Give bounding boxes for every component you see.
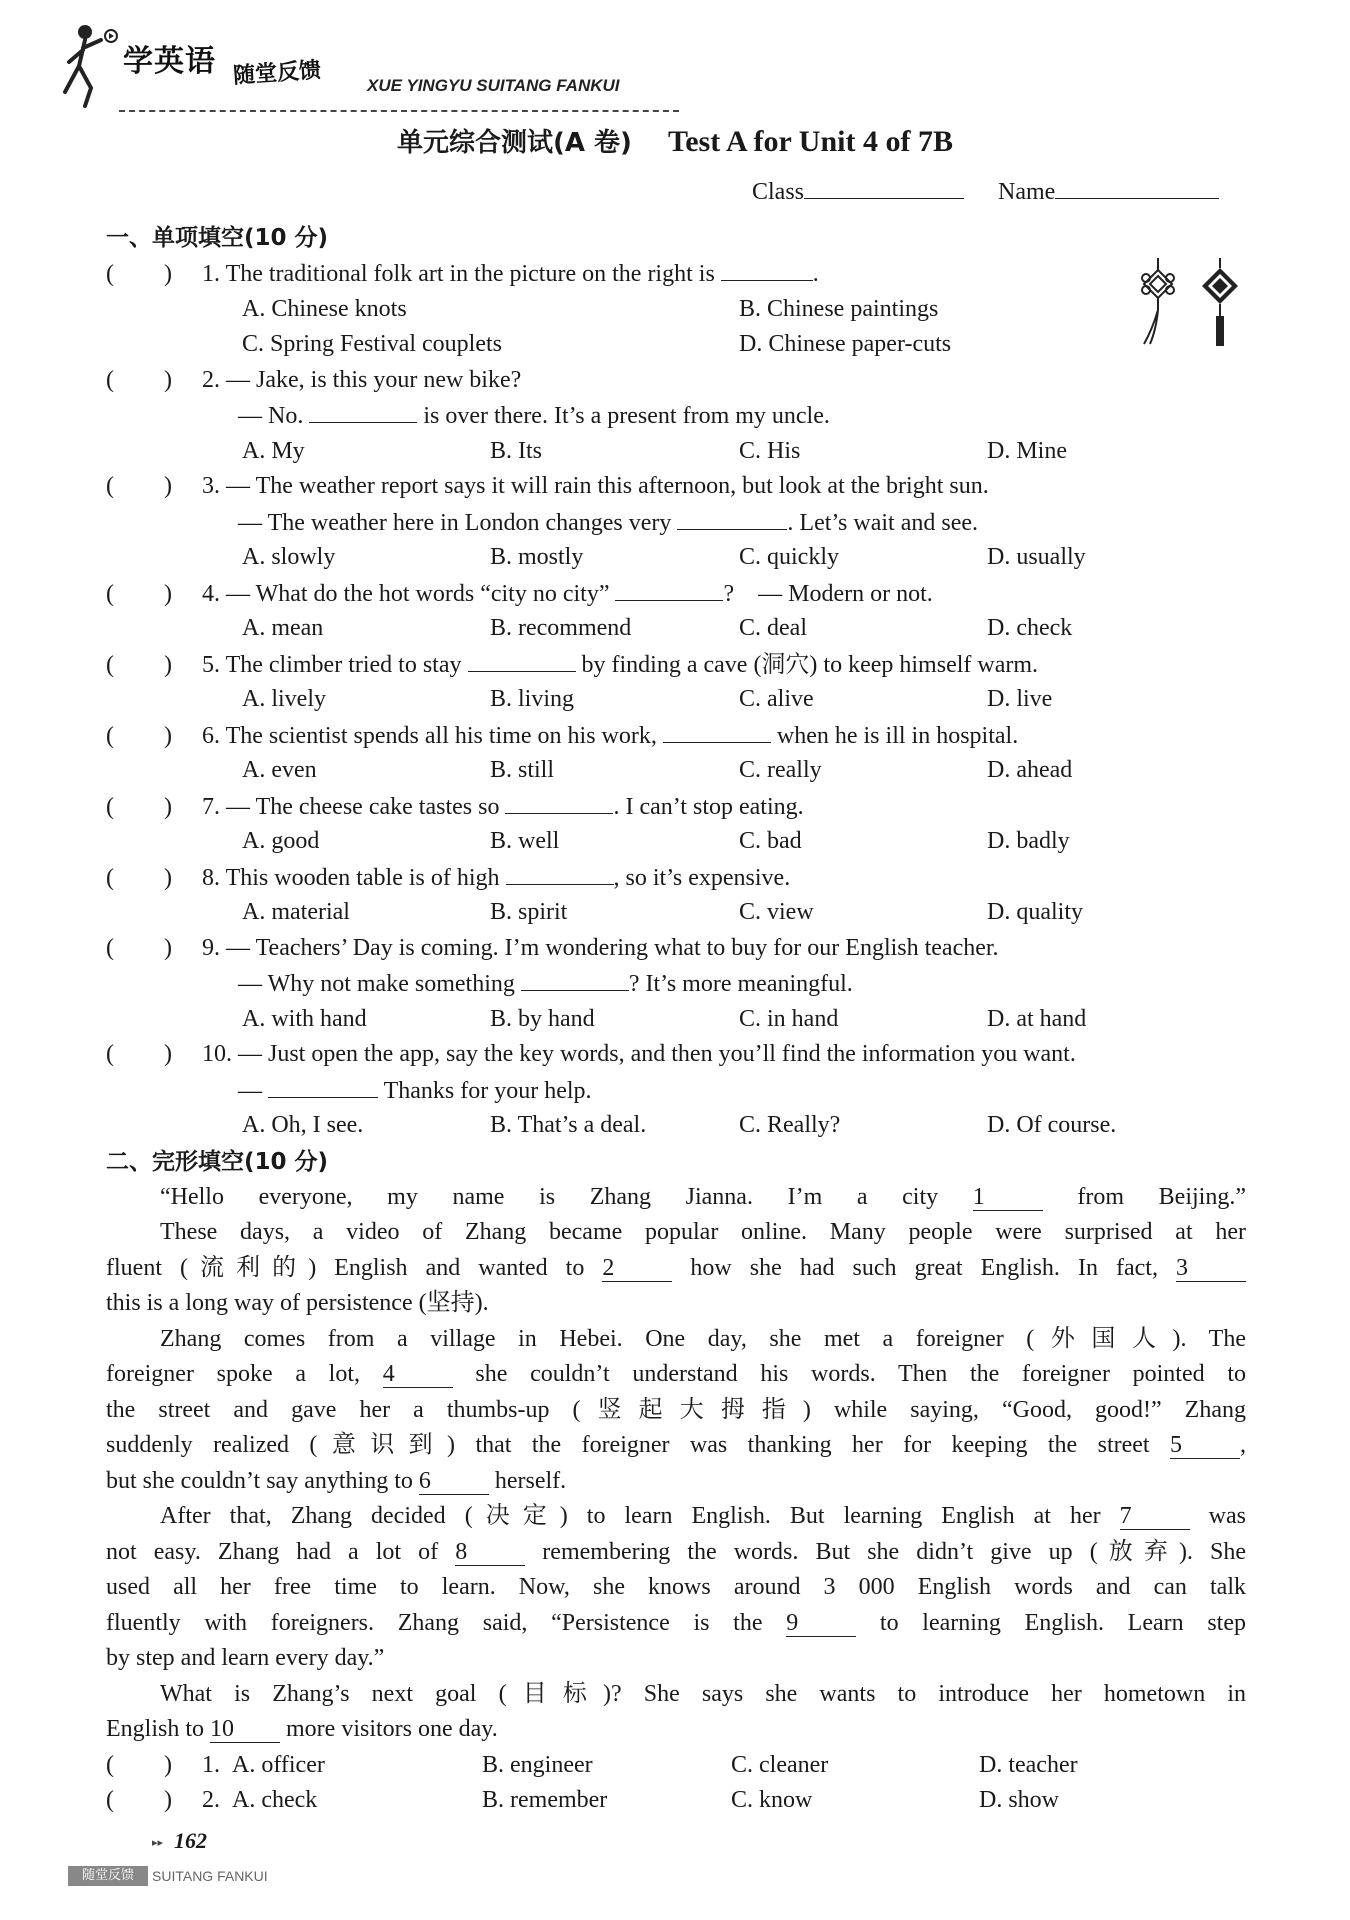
option[interactable]: B. That’s a deal. — [490, 1112, 647, 1138]
passage-line — [106, 1180, 1246, 1216]
passage-line — [106, 1428, 1246, 1464]
passage-line — [106, 1570, 1246, 1606]
passage-text: “Hello everyone, my name is Zhang Jianna. I’m a city — [160, 1183, 973, 1210]
answer-blank[interactable] — [506, 860, 614, 885]
passage-text: this is a long way of persistence (坚持). — [106, 1290, 489, 1316]
passage-text: but she couldn’t say anything to — [106, 1467, 419, 1494]
option[interactable]: B. Chinese paintings — [739, 295, 939, 322]
passage-text: English to — [106, 1716, 211, 1742]
page-number: 162 — [174, 1828, 207, 1853]
option[interactable]: A. slowly — [242, 544, 336, 570]
question-10: ( ) 10. — Just open the app, say the key words, and then you’ll find the information you want. — [106, 1037, 1246, 1073]
option[interactable]: C. view — [739, 899, 814, 925]
option[interactable]: C. in hand — [739, 1005, 839, 1032]
option[interactable]: A. material — [242, 899, 350, 925]
header-rule — [119, 110, 679, 112]
answer-bracket[interactable]: ( ) — [106, 366, 172, 393]
option[interactable]: B. by hand — [490, 1005, 595, 1032]
answer-blank[interactable] — [268, 1073, 378, 1098]
option[interactable]: C. bad — [739, 828, 802, 854]
passage-text: fluently with foreigners. Zhang said, “Persistence is the — [106, 1609, 787, 1636]
answer-bracket[interactable]: ( ) — [106, 1041, 172, 1067]
answer-bracket[interactable]: ( ) — [106, 651, 172, 678]
passage-line — [106, 1251, 1246, 1287]
cloze-blank[interactable]: 3 — [1176, 1255, 1246, 1282]
option[interactable]: C. cleaner — [731, 1751, 829, 1778]
answer-bracket[interactable]: ( ) — [106, 793, 172, 820]
option[interactable]: D. live — [987, 686, 1053, 712]
option[interactable]: C. really — [739, 757, 822, 783]
option[interactable]: B. engineer — [482, 1751, 593, 1778]
question-5: ( ) 5. The climber tried to stay by finding a cave (洞穴) to keep himself warm. — [106, 647, 1246, 683]
class-label: Class — [752, 179, 805, 205]
passage-text: , — [1240, 1432, 1246, 1458]
option[interactable]: C. deal — [739, 615, 807, 641]
answer-blank[interactable] — [468, 647, 576, 672]
name-field[interactable] — [1055, 176, 1219, 199]
option[interactable]: C. know — [731, 1787, 813, 1813]
option[interactable]: A. even — [242, 757, 317, 783]
option[interactable]: A. lively — [242, 686, 326, 712]
passage-text: how she had such great English. In fact, — [672, 1254, 1176, 1281]
option[interactable]: D. ahead — [987, 757, 1073, 783]
answer-blank[interactable] — [521, 966, 629, 991]
footer — [68, 1826, 328, 1890]
passage-text: by step and learn every day.” — [106, 1645, 385, 1671]
option[interactable]: D. usually — [987, 544, 1086, 570]
passage-line — [106, 1535, 1246, 1571]
question-6: ( ) 6. The scientist spends all his time on his work, when he is ill in hospital. — [106, 718, 1246, 754]
cloze-blank[interactable]: 10 — [210, 1716, 280, 1743]
passage-text: suddenly realized (意识到) that the foreigner was thanking her for keeping the street — [106, 1432, 1170, 1458]
passage-text: remembering the words. But she didn’t give up (放弃). She — [525, 1538, 1247, 1565]
answer-bracket[interactable]: ( ) — [106, 473, 172, 499]
option[interactable]: C. alive — [739, 686, 814, 712]
answer-bracket[interactable]: ( ) — [106, 580, 172, 607]
option[interactable]: A. Oh, I see. — [242, 1112, 364, 1138]
option[interactable]: A. Chinese knots — [242, 295, 407, 322]
passage-line — [106, 1322, 1246, 1358]
answer-blank[interactable] — [615, 576, 723, 601]
passage-line — [106, 1499, 1246, 1535]
passage-line — [106, 1606, 1246, 1642]
answer-bracket[interactable]: ( ) — [106, 1751, 172, 1778]
answer-blank[interactable] — [309, 398, 417, 423]
question-4: ( ) 4. — What do the hot words “city no city” ? — Modern or not. — [106, 576, 1246, 612]
passage-text: she couldn’t understand his words. Then the foreigner pointed to — [452, 1361, 1246, 1387]
passage-text: Zhang comes from a village in Hebei. One day, she met a foreigner (外国人). The — [160, 1325, 1246, 1352]
section2-heading: 二、完形填空(10 分) — [106, 1148, 329, 1175]
passage-line — [106, 1286, 1246, 1322]
option[interactable]: B. spirit — [490, 899, 568, 925]
content: 一、单项填空(10 分) ( ) 1. The traditional folk art in the picture on the right is . A. Chinese knots B. Chinese paintings C. Spring Festival couplets D. Chinese paper-cuts ( ) 2. — Jake, is this your new bike? — No. is over there. It’s a present from my uncle. A. My B. Its C. His D. Mine ( ) 3. — The weather report says it will rain this afternoon, but look at the bright sun. — The weather here in London changes very . Let’s wait and see. A. slowly B. mostly C. quickly D. usually ( ) 4. — What do the hot words “city no city” ? — Modern or not. A. mean B. recommend C. deal D. check ( ) 5. The climber tried to stay by finding a cave (洞穴) to keep himself warm. A. lively B. living C. alive D. live ( ) 6. The scientist spends all his time on his work, when he is ill in hospital. A. even B. still C. really D. ahead ( ) 7. — The cheese cake tastes so . I can’t stop eating. A. good B. well C. bad D. badly ( ) 8. This wooden table is of high , so it’s expensive. A. material B. spirit C. view D. quality ( ) 9. — Teachers’ Day is coming. I’m wondering what to buy for our English teacher. — Why not make something ? It’s more meaningful. A. with hand B. by hand C. in hand D. at hand ( ) 10. — Just open the app, say the key words, and then you’ll find the information you want. — Thanks for your help. A. Oh, I see. B. That’s a deal. C. Really? D. Of course. 二、完形填空(10 分) “Hello everyone, my name is Zhang Jianna. I’m a city 1 from Beijing.” These days, a video of Zhang became popular online. Many people were surprised at her fluent (流利的) English and wanted to 2 how she had such great English. In fact, 3 this is a long way of persistence (坚持). Zhang comes from a village in Hebei. One day, she met a foreigner (外国人). The foreigner spoke a lot, 4 she couldn’t understand his words. Then the foreigner pointed to the street and gave her a thumbs-up (竖起大拇指) while saying, “Good, good!” Zhang suddenly realized (意识到) that the foreigner was thanking her for keeping the street 5 , but she couldn’t say anything to 6 herself. After that, Zhang decided (决定) to learn English. But learning English at her 7 was not easy. Zhang had a lot of 8 remembering the words. But she didn’t give up (放弃). She used all her free time to learn. Now, she knows around 3 000 English words and can talk fluently with foreigners. Zhang said, “Persistence is the 9 to learning English. Learn step by step and learn every day.” What is Zhang’s next goal (目标)? She says she wants to introduce her hometown in English to 10 more visitors one day. ( ) 1. A. officer B. engineer C. cleaner D. teacher ( ) 2. A. check B. remember C. know D. show — [106, 220, 1246, 1819]
answer-bracket[interactable]: ( ) — [106, 934, 172, 961]
answer-bracket[interactable]: ( ) — [106, 722, 172, 749]
option[interactable]: B. well — [490, 828, 560, 854]
option[interactable]: A. with hand — [242, 1005, 367, 1032]
passage-text: used all her free time to learn. Now, she knows around 3 000 English words and can talk — [106, 1574, 1246, 1600]
cloze-blank[interactable]: 1 — [973, 1184, 1043, 1211]
option[interactable]: D. Mine — [987, 437, 1067, 464]
passage-text: After that, Zhang decided (决定) to learn English. But learning English at her — [160, 1503, 1120, 1529]
header — [55, 18, 675, 114]
passage-line — [106, 1464, 1246, 1500]
option[interactable]: C. quickly — [739, 544, 839, 570]
footer-english: SUITANG FANKUI — [152, 1868, 268, 1884]
option[interactable]: A. My — [242, 437, 305, 464]
passage-line — [106, 1641, 1246, 1677]
cloze-blank[interactable]: 7 — [1120, 1503, 1190, 1530]
passage-line — [106, 1677, 1246, 1713]
passage-text: foreigner spoke a lot, — [106, 1361, 383, 1387]
option[interactable]: C. Spring Festival couplets — [242, 331, 502, 357]
page-title — [0, 122, 1350, 159]
passage-text: not easy. Zhang had a lot of — [106, 1538, 456, 1565]
answer-bracket[interactable]: ( ) — [106, 864, 172, 891]
option[interactable]: B. remember — [482, 1787, 608, 1813]
passage-text: fluent (流利的) English and wanted to — [106, 1254, 603, 1281]
section1-heading: 一、单项填空(10 分) — [106, 225, 329, 251]
arrow-icon: ▸▸ — [152, 1836, 164, 1849]
option[interactable]: D. show — [979, 1787, 1060, 1813]
passage-text: the street and gave her a thumbs-up (竖起大拇指) while saying, “Good, good!” Zhang — [106, 1396, 1246, 1423]
option[interactable]: A. mean — [242, 615, 324, 641]
answer-blank[interactable] — [505, 789, 613, 814]
passage-line — [106, 1712, 1246, 1748]
option[interactable]: B. Its — [490, 437, 543, 464]
passage-line — [106, 1393, 1246, 1429]
title-en: Test A for Unit 4 of 7B — [667, 125, 953, 158]
question-8: ( ) 8. This wooden table is of high , so it’s expensive. — [106, 860, 1246, 896]
option[interactable]: D. Chinese paper-cuts — [739, 331, 952, 357]
runner-logo-icon — [55, 22, 119, 108]
passage-text: was — [1189, 1503, 1246, 1529]
name-row — [752, 176, 1219, 206]
option[interactable]: A. good — [242, 828, 320, 854]
question-1: ( ) 1. The traditional folk art in the picture on the right is . — [106, 256, 1246, 292]
passage-text: to learning English. Learn step — [856, 1609, 1246, 1636]
question-7: ( ) 7. — The cheese cake tastes so . I can’t stop eating. — [106, 789, 1246, 825]
cloze-blank[interactable]: 5 — [1170, 1432, 1240, 1459]
option[interactable]: A. officer — [232, 1751, 325, 1778]
question-2: ( ) 2. — Jake, is this your new bike? — [106, 363, 1246, 399]
answer-blank[interactable] — [721, 256, 813, 281]
passage-text: more visitors one day. — [280, 1716, 498, 1742]
cloze-blank[interactable]: 9 — [786, 1610, 856, 1637]
option[interactable]: A. check — [232, 1787, 318, 1813]
passage-text: These days, a video of Zhang became popular online. Many people were surprised at her — [160, 1219, 1246, 1245]
option[interactable]: D. teacher — [979, 1751, 1078, 1778]
option[interactable]: B. recommend — [490, 615, 632, 641]
footer-badge: 随堂反馈 — [68, 1866, 148, 1886]
passage-text: from Beijing.” — [1042, 1183, 1246, 1210]
answer-bracket[interactable]: ( ) — [106, 261, 172, 287]
option[interactable]: D. Of course. — [987, 1112, 1117, 1138]
option[interactable]: C. Really? — [739, 1112, 841, 1138]
cloze-question-1: ( ) 1. A. officer B. engineer C. cleaner D. teacher — [106, 1748, 1246, 1784]
title-cn: 单元综合测试(A 卷) — [397, 128, 632, 158]
answer-bracket[interactable]: ( ) — [106, 1787, 172, 1813]
option[interactable]: B. still — [490, 757, 555, 783]
cloze-blank[interactable]: 4 — [383, 1361, 453, 1388]
option[interactable]: B. mostly — [490, 544, 584, 570]
option[interactable]: B. living — [490, 686, 575, 712]
name-label: Name — [998, 179, 1056, 205]
option[interactable]: D. check — [987, 615, 1073, 641]
logo-english: XUE YINGYU SUITANG FANKUI — [367, 76, 620, 95]
passage-text: What is Zhang’s next goal (目标)? She says she wants to introduce her hometown in — [160, 1680, 1246, 1707]
cloze-passage — [106, 1180, 1246, 1748]
option[interactable]: C. His — [739, 437, 801, 464]
passage-text: herself. — [488, 1467, 567, 1494]
question-3: ( ) 3. — The weather report says it will rain this afternoon, but look at the bright sun. — [106, 469, 1246, 505]
passage-line — [106, 1357, 1246, 1393]
cloze-blank[interactable]: 2 — [602, 1255, 672, 1282]
logo-subtitle: 随堂反馈 — [232, 57, 322, 90]
cloze-blank[interactable]: 6 — [419, 1468, 489, 1495]
answer-blank[interactable] — [677, 505, 787, 530]
cloze-question-2: ( ) 2. A. check B. remember C. know D. show — [106, 1783, 1246, 1819]
class-field[interactable] — [804, 176, 964, 199]
answer-blank[interactable] — [663, 718, 771, 743]
option[interactable]: D. at hand — [987, 1005, 1087, 1032]
question-9: ( ) 9. — Teachers’ Day is coming. I’m wondering what to buy for our English teacher. — [106, 931, 1246, 967]
passage-line — [106, 1215, 1246, 1251]
cloze-blank[interactable]: 8 — [455, 1539, 525, 1566]
logo-title: 学英语 — [123, 44, 216, 79]
option[interactable]: D. badly — [987, 828, 1070, 854]
option[interactable]: D. quality — [987, 899, 1083, 925]
